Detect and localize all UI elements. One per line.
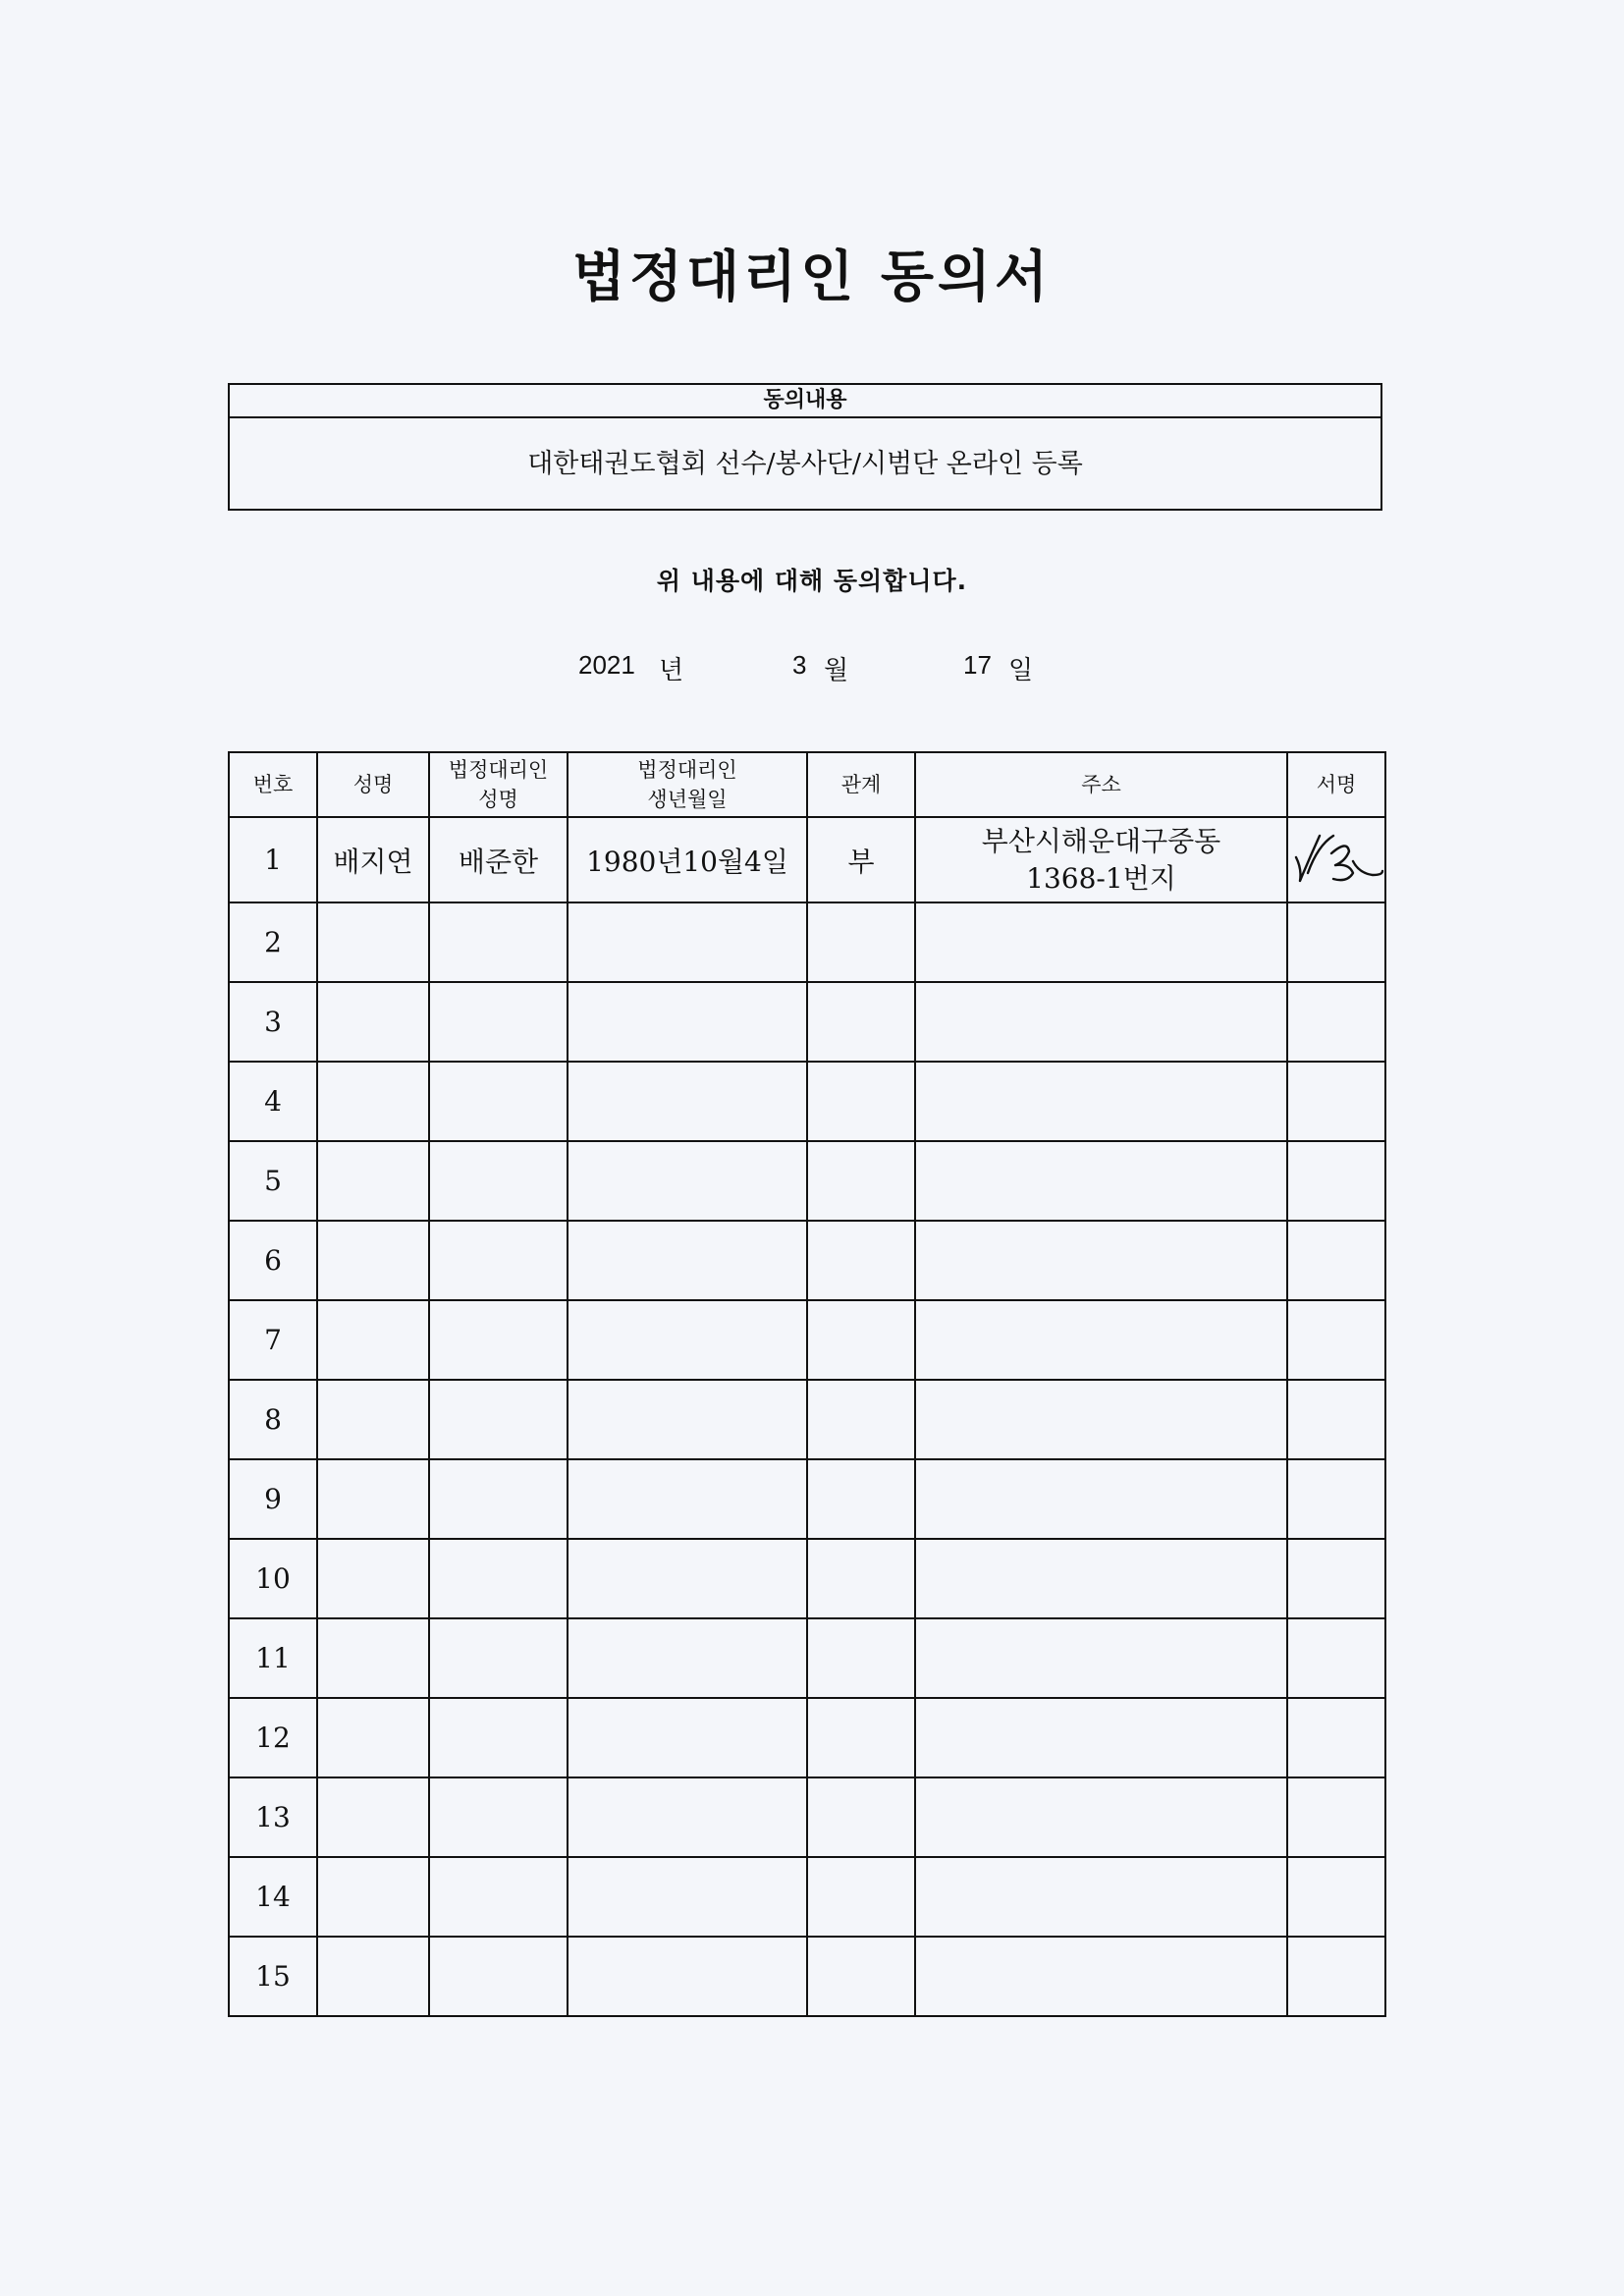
cell-no: 3 [229,982,317,1062]
cell-signature [1287,982,1385,1062]
cell-rep-name [429,1777,568,1857]
cell-rep-name [429,982,568,1062]
cell-name [317,1857,429,1937]
cell-address [915,1857,1287,1937]
cell-signature [1287,1539,1385,1618]
table-row [229,1539,1385,1618]
cell-address [915,1777,1287,1857]
date-day-unit: 일 [1008,655,1034,684]
page-title: 법정대리인 동의서 [571,246,1053,309]
cell-address [915,902,1287,982]
cell-rep-name [429,1857,568,1937]
cell-name [317,1937,429,2016]
cell-rep-name [429,1618,568,1698]
cell-signature [1287,1857,1385,1937]
cell-rep-birth [568,1221,807,1300]
cell-relation [807,982,915,1062]
handwritten-signature [1288,818,1385,895]
cell-no: 6 [229,1221,317,1300]
date-month-unit: 월 [824,655,849,684]
cell-signature [1287,1937,1385,2016]
cell-no: 5 [229,1141,317,1221]
cell-name [317,1300,429,1380]
header-rep-name: 법정대리인 성명 [429,752,568,817]
table-row [229,1857,1385,1937]
cell-no: 10 [229,1539,317,1618]
cell-relation [807,1937,915,2016]
header-relation: 관계 [807,752,915,817]
cell-signature [1287,817,1385,902]
cell-rep-birth [568,1937,807,2016]
table-row [229,1221,1385,1300]
cell-relation: 부 [807,817,915,902]
table-row [229,1141,1385,1221]
table-row [229,1937,1385,2016]
cell-no: 12 [229,1698,317,1777]
table-row [229,1459,1385,1539]
table-row [229,1698,1385,1777]
cell-rep-name [429,1698,568,1777]
cell-rep-birth: 1980년10월4일 [568,817,807,902]
table-row [229,982,1385,1062]
consent-box [228,383,1382,511]
cell-rep-birth [568,1857,807,1937]
cell-rep-name [429,1141,568,1221]
cell-rep-name: 배준한 [429,817,568,902]
cell-address [915,1698,1287,1777]
table-header-row [229,752,1385,817]
cell-relation [807,1459,915,1539]
cell-address: 부산시해운대구중동 1368-1번지 [915,817,1287,902]
header-signature: 서명 [1287,752,1385,817]
cell-no: 4 [229,1062,317,1141]
cell-rep-birth [568,1459,807,1539]
table-row [229,1300,1385,1380]
cell-rep-name [429,1539,568,1618]
consent-body: 대한태권도협회 선수/봉사단/시범단 온라인 등록 [527,449,1083,479]
cell-address [915,1062,1287,1141]
cell-address [915,982,1287,1062]
cell-relation [807,1777,915,1857]
date-day: 17 [963,650,992,680]
cell-relation [807,1221,915,1300]
cell-address [915,1380,1287,1459]
cell-relation [807,1698,915,1777]
cell-rep-birth [568,1380,807,1459]
cell-signature [1287,1459,1385,1539]
table-row [229,1062,1385,1141]
cell-relation [807,1380,915,1459]
cell-relation [807,1141,915,1221]
cell-no: 11 [229,1618,317,1698]
cell-name [317,1777,429,1857]
cell-name [317,1062,429,1141]
cell-relation [807,902,915,982]
cell-rep-name [429,1221,568,1300]
cell-address [915,1539,1287,1618]
cell-rep-birth [568,1300,807,1380]
table-row [229,817,1385,902]
cell-signature [1287,1300,1385,1380]
cell-rep-birth [568,1698,807,1777]
cell-rep-birth [568,1618,807,1698]
cell-rep-birth [568,902,807,982]
cell-name [317,1380,429,1459]
agree-text: 위 내용에 대해 동의합니다. [656,567,968,595]
cell-rep-birth [568,1141,807,1221]
cell-rep-name [429,902,568,982]
cell-address [915,1221,1287,1300]
date-year: 2021 [578,650,635,680]
cell-signature [1287,1221,1385,1300]
header-rep-birth: 법정대리인 생년월일 [568,752,807,817]
cell-rep-name [429,1300,568,1380]
cell-relation [807,1300,915,1380]
cell-signature [1287,1380,1385,1459]
cell-rep-name [429,1062,568,1141]
cell-name [317,1618,429,1698]
cell-name [317,902,429,982]
cell-relation [807,1062,915,1141]
cell-address [915,1618,1287,1698]
cell-name [317,1221,429,1300]
cell-rep-birth [568,1062,807,1141]
cell-rep-name [429,1380,568,1459]
cell-signature [1287,1618,1385,1698]
cell-signature [1287,1777,1385,1857]
header-no: 번호 [229,752,317,817]
cell-name [317,1698,429,1777]
cell-address [915,1459,1287,1539]
date-year-unit: 년 [659,655,684,684]
header-address: 주소 [915,752,1287,817]
cell-rep-birth [568,1539,807,1618]
cell-no: 9 [229,1459,317,1539]
cell-no: 1 [229,817,317,902]
cell-name [317,1459,429,1539]
header-name: 성명 [317,752,429,817]
cell-rep-name [429,1459,568,1539]
cell-address [915,1937,1287,2016]
cell-address [915,1141,1287,1221]
cell-signature [1287,1141,1385,1221]
cell-name [317,982,429,1062]
cell-relation [807,1539,915,1618]
table-row [229,902,1385,982]
table-row [229,1380,1385,1459]
cell-rep-birth [568,1777,807,1857]
consent-header: 동의내용 [230,385,1380,418]
cell-name: 배지연 [317,817,429,902]
cell-rep-name [429,1937,568,2016]
cell-address [915,1300,1287,1380]
cell-signature [1287,1062,1385,1141]
table-row [229,1777,1385,1857]
representative-table [228,751,1386,2017]
cell-no: 2 [229,902,317,982]
cell-no: 13 [229,1777,317,1857]
cell-name [317,1141,429,1221]
table-row [229,1618,1385,1698]
cell-name [317,1539,429,1618]
cell-no: 15 [229,1937,317,2016]
cell-no: 8 [229,1380,317,1459]
cell-relation [807,1857,915,1937]
cell-signature [1287,1698,1385,1777]
cell-relation [807,1618,915,1698]
cell-no: 14 [229,1857,317,1937]
date-month: 3 [792,650,807,680]
cell-no: 7 [229,1300,317,1380]
cell-rep-birth [568,982,807,1062]
cell-signature [1287,902,1385,982]
